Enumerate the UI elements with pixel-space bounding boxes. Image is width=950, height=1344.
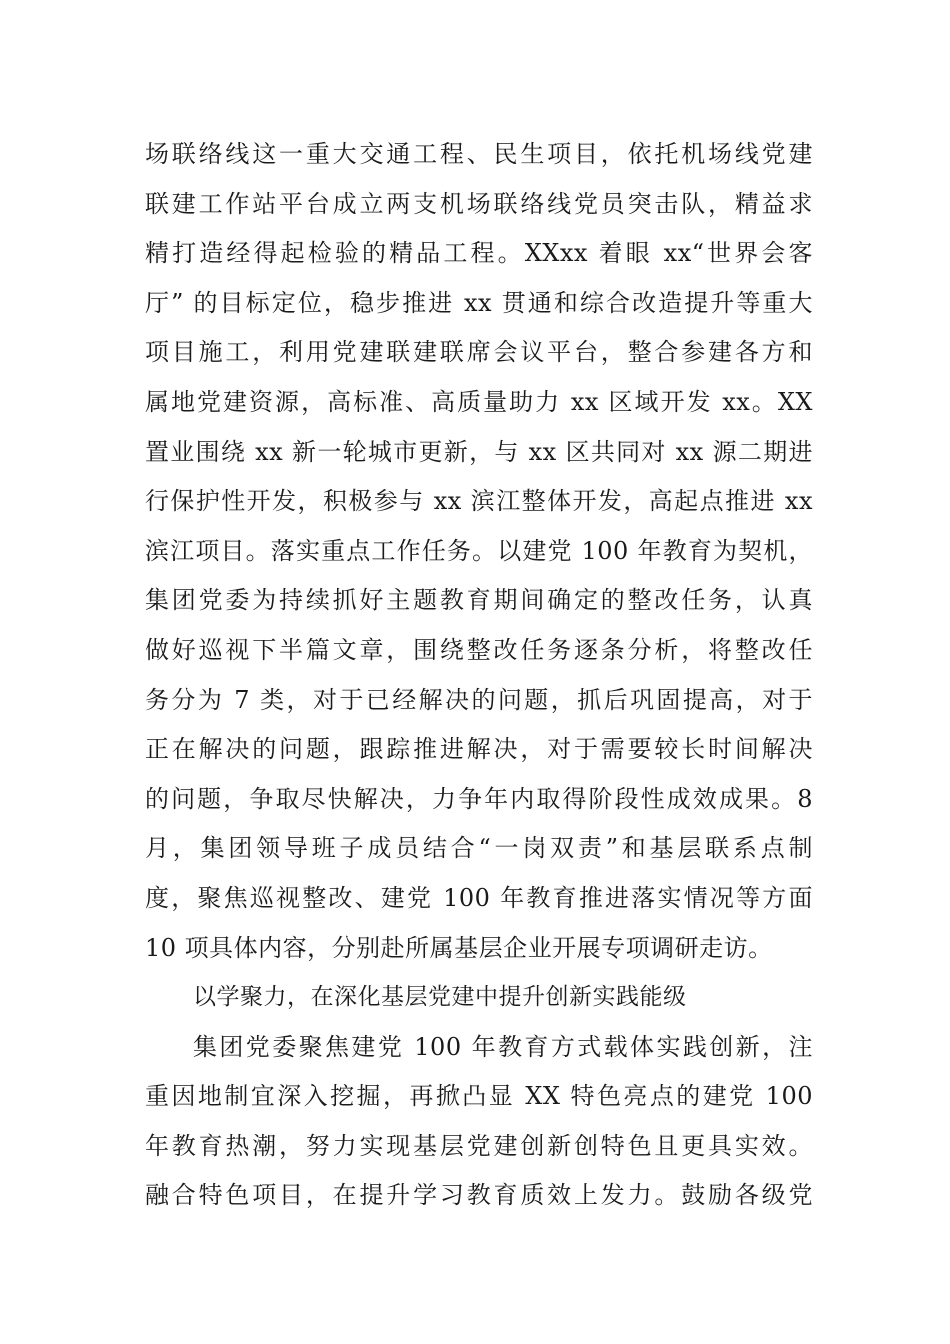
text-line: 行保护性开发，积极参与 xx 滨江整体开发，高起点推进 xx (145, 487, 813, 516)
text-line: 融合特色项目，在提升学习教育质效上发力。鼓励各级党 (145, 1181, 813, 1210)
paragraph-last-line: 10 项具体内容，分别赴所属基层企业开展专项调研走访。 (145, 933, 773, 962)
text-line: 项目施工，利用党建联建联席会议平台，整合参建各方和 (145, 338, 813, 367)
text-line: 正在解决的问题，跟踪推进解决，对于需要较长时间解决 (145, 735, 813, 764)
text-line: 务分为 7 类，对于已经解决的问题，抓后巩固提高，对于 (145, 685, 813, 714)
text-line: 属地党建资源，高标准、高质量助力 xx 区域开发 xx。XX (145, 387, 813, 416)
text-line: 年教育热潮，努力实现基层党建创新创特色且更具实效。 (145, 1131, 813, 1160)
text-line: 集团党委为持续抓好主题教育期间确定的整改任务，认真 (145, 586, 813, 615)
text-line: 重因地制宜深入挖掘，再掀凸显 XX 特色亮点的建党 100 (145, 1082, 813, 1111)
paragraph-first-line: 集团党委聚焦建党 100 年教育方式载体实践创新，注 (193, 1032, 813, 1061)
text-line: 滨江项目。落实重点工作任务。以建党 100 年教育为契机， (145, 536, 813, 565)
text-line: 厅” 的目标定位，稳步推进 xx 贯通和综合改造提升等重大 (145, 288, 813, 317)
text-line: 精打造经得起检验的精品工程。XXxx 着眼 xx“世界会客 (145, 239, 813, 268)
text-line: 联建工作站平台成立两支机场联络线党员突击队，精益求 (145, 189, 813, 218)
text-line: 月，集团领导班子成员结合“一岗双责”和基层联系点制 (145, 834, 813, 863)
section-heading: 以学聚力，在深化基层党建中提升创新实践能级 (193, 984, 687, 1011)
text-line: 度，聚焦巡视整改、建党 100 年教育推进落实情况等方面 (145, 883, 813, 912)
text-line: 做好巡视下半篇文章，围绕整改任务逐条分析，将整改任 (145, 635, 813, 664)
text-line: 场联络线这一重大交通工程、民生项目，依托机场线党建 (145, 140, 813, 168)
document-body (145, 130, 813, 1221)
text-line: 置业围绕 xx 新一轮城市更新，与 xx 区共同对 xx 源二期进 (145, 437, 813, 466)
text-line: 的问题，争取尽快解决，力争年内取得阶段性成效成果。8 (145, 784, 813, 813)
